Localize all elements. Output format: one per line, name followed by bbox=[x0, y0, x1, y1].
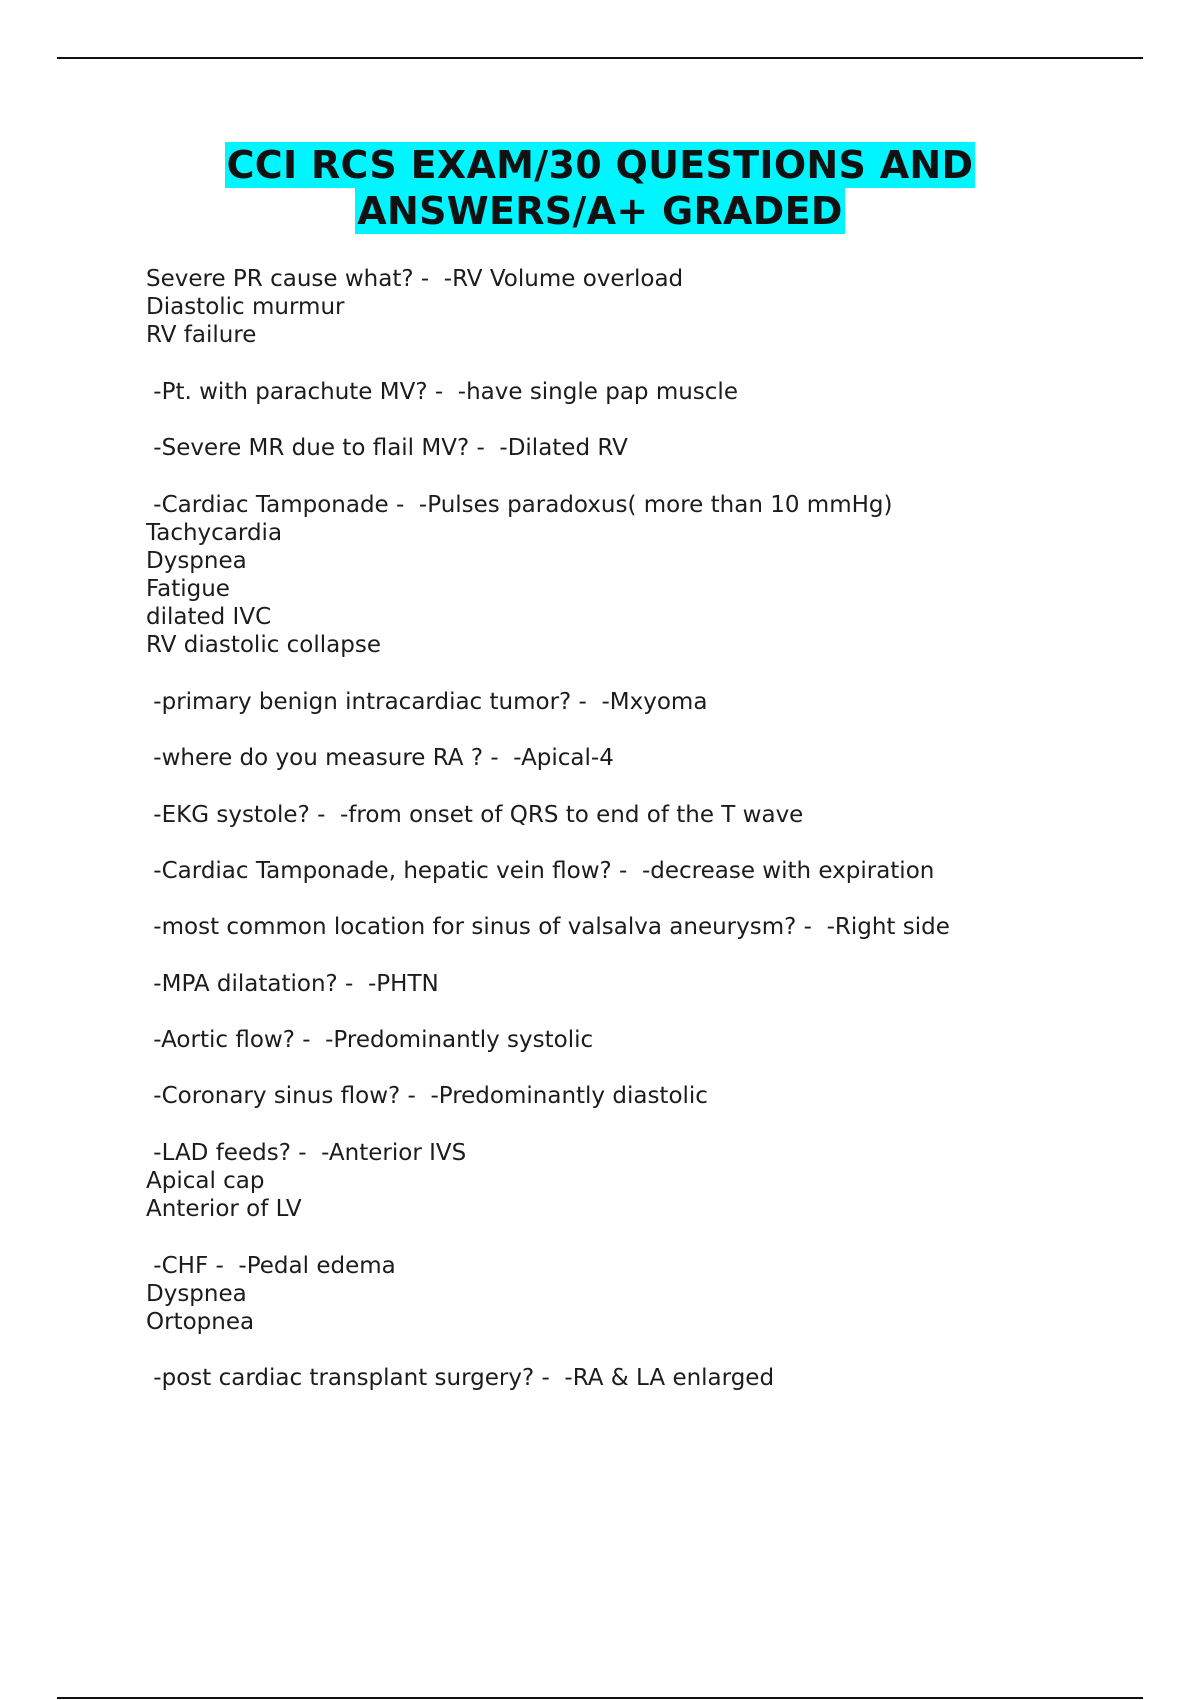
qa-entry bbox=[146, 1082, 1146, 1110]
qa-question-line: -LAD feeds? - -Anterior IVS bbox=[146, 1139, 467, 1166]
qa-entry bbox=[146, 1252, 1146, 1337]
qa-question-line: -EKG systole? - -from onset of QRS to end of the T wave bbox=[146, 801, 804, 828]
qa-question-line: -where do you measure RA ? - -Apical-4 bbox=[146, 745, 614, 772]
qa-answer-line: Tachycardia bbox=[146, 519, 283, 546]
qa-question-line: -Cardiac Tamponade - -Pulses paradoxus( more than 10 mmHg) bbox=[146, 491, 893, 518]
qa-answer-line: Diastolic murmur bbox=[146, 294, 345, 321]
qa-entry bbox=[146, 491, 1146, 660]
qa-entry bbox=[146, 970, 1146, 998]
qa-answer-line: Anterior of LV bbox=[146, 1196, 302, 1223]
qa-question-line: -Severe MR due to flail MV? - -Dilated RV bbox=[146, 435, 628, 462]
header-rule bbox=[57, 57, 1143, 59]
qa-answer-line: dilated IVC bbox=[146, 604, 272, 631]
qa-answer-line: Apical cap bbox=[146, 1168, 265, 1194]
qa-answer-line: Ortopnea bbox=[146, 1308, 255, 1335]
qa-question-line: Severe PR cause what? - -RV Volume overload bbox=[146, 266, 684, 292]
qa-question-line: -post cardiac transplant surgery? - -RA & LA enlarged bbox=[146, 1365, 775, 1392]
title-line-1: CCI RCS EXAM/30 QUESTIONS AND bbox=[226, 143, 974, 187]
qa-entry bbox=[146, 857, 1146, 885]
qa-answer-line: Dyspnea bbox=[146, 1280, 247, 1307]
qa-list bbox=[146, 265, 1146, 1421]
qa-entry bbox=[146, 913, 1146, 941]
qa-entry bbox=[146, 801, 1146, 829]
qa-entry bbox=[146, 434, 1146, 462]
qa-entry bbox=[146, 1364, 1146, 1392]
qa-question-line: -MPA dilatation? - -PHTN bbox=[146, 970, 439, 997]
document-title bbox=[0, 142, 1200, 234]
title-line-2: ANSWERS/A+ GRADED bbox=[357, 189, 843, 233]
qa-question-line: -Pt. with parachute MV? - -have single pap muscle bbox=[146, 378, 738, 405]
qa-entry bbox=[146, 688, 1146, 716]
qa-entry bbox=[146, 744, 1146, 772]
qa-answer-line: Fatigue bbox=[146, 576, 230, 603]
qa-entry bbox=[146, 265, 1146, 350]
qa-answer-line: Dyspnea bbox=[146, 547, 247, 574]
qa-answer-line: RV diastolic collapse bbox=[146, 632, 381, 659]
qa-entry bbox=[146, 1026, 1146, 1054]
qa-entry bbox=[146, 1139, 1146, 1224]
qa-question-line: -most common location for sinus of valsalva aneurysm? - -Right side bbox=[146, 914, 950, 941]
qa-entry bbox=[146, 378, 1146, 406]
qa-question-line: -Coronary sinus flow? - -Predominantly diastolic bbox=[146, 1083, 708, 1110]
qa-question-line: -Aortic flow? - -Predominantly systolic bbox=[146, 1027, 594, 1054]
qa-question-line: -primary benign intracardiac tumor? - -Mxyoma bbox=[146, 688, 708, 715]
qa-question-line: -Cardiac Tamponade, hepatic vein flow? - -decrease with expiration bbox=[146, 857, 935, 884]
qa-answer-line: RV failure bbox=[146, 322, 257, 349]
footer-rule bbox=[57, 1697, 1143, 1699]
qa-question-line: -CHF - -Pedal edema bbox=[146, 1252, 396, 1279]
